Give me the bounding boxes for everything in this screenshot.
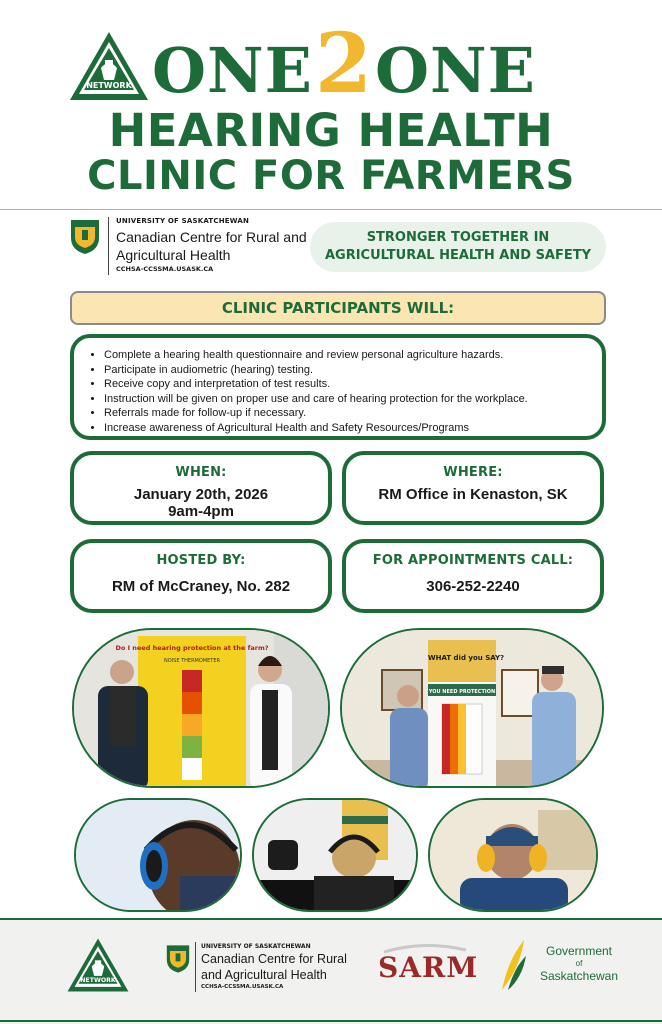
title-hearing-health: HEARING HEALTH xyxy=(108,104,554,157)
gov-line-2: of xyxy=(575,959,583,968)
one2one-title xyxy=(152,16,536,113)
svg-text:Do I need hearing protection a: Do I need hearing protection at the farm? xyxy=(115,644,269,652)
tagline-pill: STRONGER TOGETHER IN AGRICULTURAL HEALTH AND SAFETY xyxy=(310,222,606,272)
header-divider xyxy=(0,209,662,210)
list-item: • Participate in audiometric (hearing) testing. xyxy=(104,363,602,378)
usask-crest-icon xyxy=(70,219,100,255)
photo-scene-1 xyxy=(74,630,330,788)
when-time: 9am-4pm xyxy=(168,503,234,520)
footer-university-small-title: UNIVERSITY OF SASKATCHEWAN xyxy=(201,943,311,950)
where-box xyxy=(342,451,604,525)
hosted-label: HOSTED BY: xyxy=(156,553,246,568)
footer-bottom-line xyxy=(0,1020,662,1022)
title-two: 2 xyxy=(314,16,373,113)
photo-clinic-staff-1 xyxy=(72,628,330,788)
poster-header xyxy=(0,0,662,205)
photo-headphones-3 xyxy=(428,798,598,912)
appointments-phone: 306-252-2240 xyxy=(426,578,520,595)
university-logo-block xyxy=(70,215,310,277)
hosted-value: RM of McCraney, No. 282 xyxy=(111,578,291,595)
university-divider xyxy=(108,217,109,275)
sarm-logo: SARM xyxy=(378,951,479,984)
title-clinic-for-farmers: CLINIC FOR FARMERS xyxy=(87,153,575,199)
photo-scene-5 xyxy=(430,800,598,912)
appointments-label: FOR APPOINTMENTS CALL: xyxy=(372,553,574,568)
list-item: • Receive copy and interpretation of test results. xyxy=(104,377,602,392)
participants-list-box xyxy=(70,334,606,440)
list-item: • Increase awareness of Agricultural Health and Safety Resources/Programs xyxy=(104,421,602,436)
hosted-box xyxy=(70,539,332,613)
when-label: WHEN: xyxy=(175,465,227,480)
university-url: CCHSA-CCSSMA.USASK.CA xyxy=(116,265,214,273)
gov-line-3: Saskatchewan xyxy=(539,969,619,983)
gov-line-1: Government xyxy=(545,944,613,958)
university-small-title: UNIVERSITY OF SASKATCHEWAN xyxy=(116,217,250,225)
sask-government-wheat-icon xyxy=(498,938,530,992)
footer-university-centre-name: Canadian Centre for Rural and Agricultural Health xyxy=(201,952,347,982)
list-item: • Referrals made for follow-up if necessary. xyxy=(104,406,602,421)
list-item: • Complete a hearing health questionnaire and review personal agriculture hazards. xyxy=(104,348,602,363)
photo-headphones-1 xyxy=(74,798,242,912)
photo-clinic-staff-2 xyxy=(340,628,604,788)
svg-text:NOISE THERMOMETER: NOISE THERMOMETER xyxy=(164,658,220,664)
when-date: January 20th, 2026 xyxy=(133,486,269,503)
svg-text:WHAT did you SAY?: WHAT did you SAY? xyxy=(427,654,505,662)
network-logo-icon xyxy=(68,30,150,102)
title-one-right: ONE xyxy=(375,34,536,107)
title-one-left: ONE xyxy=(152,34,313,107)
participants-list xyxy=(104,348,602,435)
svg-text:YOU NEED PROTECTION: YOU NEED PROTECTION xyxy=(428,689,496,695)
svg-text:NETWORK: NETWORK xyxy=(86,81,132,90)
footer-university-divider xyxy=(195,942,196,992)
participants-heading: CLINIC PARTICIPANTS WILL: xyxy=(70,291,606,325)
photo-headphones-2 xyxy=(252,798,418,912)
appointments-box xyxy=(342,539,604,613)
when-box xyxy=(70,451,332,525)
photo-scene-4 xyxy=(254,800,418,912)
list-item: • Instruction will be given on proper use and care of hearing protection for the workplace. xyxy=(104,392,602,407)
photo-scene-3 xyxy=(76,800,242,912)
where-label: WHERE: xyxy=(443,465,503,480)
svg-text:NETWORK: NETWORK xyxy=(80,977,116,985)
footer-network-logo-icon xyxy=(66,936,130,994)
footer-usask-crest-icon xyxy=(166,944,190,974)
photo-scene-2 xyxy=(342,630,604,788)
government-saskatchewan-logo xyxy=(536,944,622,983)
university-centre-name: Canadian Centre for Rural and Agricultural Health xyxy=(116,229,307,263)
where-value: RM Office in Kenaston, SK xyxy=(378,486,568,503)
footer-university-url: CCHSA-CCSSMA.USASK.CA xyxy=(201,984,284,990)
